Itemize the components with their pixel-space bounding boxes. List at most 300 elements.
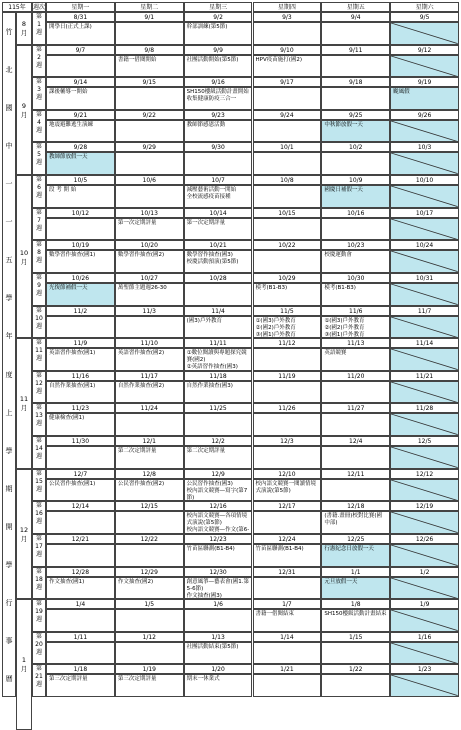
event-text: (國3)戶外教育 xyxy=(186,317,222,324)
header-year: 115年 xyxy=(2,2,32,12)
event-cell xyxy=(390,609,459,632)
date-cell: 11/2 xyxy=(46,306,115,316)
date-cell: 12/26 xyxy=(390,534,459,544)
date-cell: 11/17 xyxy=(115,371,184,381)
date-cell: 1/23 xyxy=(390,664,459,674)
event-cell xyxy=(321,544,390,567)
week-number: 第 4 週 xyxy=(32,110,46,143)
event-cell xyxy=(184,381,253,404)
date-cell: 9/9 xyxy=(184,45,253,55)
event-cell xyxy=(184,152,253,175)
diagonal-slash xyxy=(391,480,458,501)
event-text: 颱風假 xyxy=(393,89,410,96)
school-title-char: 學 xyxy=(5,294,13,303)
diagonal-slash xyxy=(391,251,458,272)
date-cell: 11/11 xyxy=(184,338,253,348)
date-cell: 9/15 xyxy=(115,77,184,87)
header-day: 星期四 xyxy=(253,2,322,12)
event-cell xyxy=(46,381,115,404)
date-cell: 9/3 xyxy=(253,12,322,22)
date-cell: 11/28 xyxy=(390,403,459,413)
event-text: 第一次定期評量 xyxy=(186,219,226,226)
event-cell xyxy=(253,642,322,665)
date-cell: 12/9 xyxy=(184,469,253,479)
event-text: 作文抽查(國2) xyxy=(117,578,154,585)
event-cell xyxy=(184,479,253,502)
school-title-char: 竹 xyxy=(5,28,13,37)
date-cell: 10/1 xyxy=(253,142,322,152)
diagonal-slash xyxy=(391,349,458,370)
school-title-char: 一 xyxy=(5,218,13,227)
date-cell: 9/4 xyxy=(321,12,390,22)
event-cell xyxy=(46,22,115,45)
date-cell: 11/19 xyxy=(253,371,322,381)
diagonal-slash xyxy=(391,317,458,338)
week-number: 第 11 週 xyxy=(32,338,46,371)
event-text: 自然作業抽查(國3) xyxy=(186,382,233,389)
event-text: 英語習作抽查(國1) xyxy=(49,350,96,357)
date-cell: 10/16 xyxy=(321,208,390,218)
date-cell: 10/20 xyxy=(115,240,184,250)
event-cell xyxy=(253,381,322,404)
date-cell: 1/5 xyxy=(115,599,184,609)
event-cell xyxy=(115,381,184,404)
event-cell xyxy=(390,316,459,339)
event-cell xyxy=(390,479,459,502)
month-label: 10 月 xyxy=(16,175,32,338)
event-cell xyxy=(390,218,459,241)
event-cell xyxy=(253,413,322,436)
event-cell xyxy=(184,413,253,436)
week-number: 第 6 週 xyxy=(32,175,46,208)
diagonal-slash xyxy=(391,414,458,435)
date-cell: 12/29 xyxy=(115,567,184,577)
week-number: 第 9 週 xyxy=(32,273,46,306)
event-cell xyxy=(253,55,322,78)
event-text: 開學日(正式上課) xyxy=(49,24,92,30)
event-cell xyxy=(115,283,184,306)
school-title-char: 學 xyxy=(5,446,13,455)
week-number: 第 7 週 xyxy=(32,208,46,241)
event-cell xyxy=(46,413,115,436)
event-cell xyxy=(184,87,253,110)
date-cell: 12/25 xyxy=(321,534,390,544)
event-cell xyxy=(321,22,390,45)
date-cell: 10/14 xyxy=(184,208,253,218)
event-cell xyxy=(253,120,322,143)
event-cell xyxy=(253,479,322,502)
month-label: 8 月 xyxy=(16,12,32,45)
event-cell xyxy=(253,609,322,632)
event-text: 模考(B1-B3) xyxy=(255,284,288,291)
event-cell xyxy=(115,22,184,45)
date-cell: 12/30 xyxy=(184,567,253,577)
date-cell: 1/11 xyxy=(46,632,115,642)
date-cell: 12/1 xyxy=(115,436,184,446)
date-cell: 12/28 xyxy=(46,567,115,577)
event-cell xyxy=(321,218,390,241)
event-cell xyxy=(390,87,459,110)
event-cell xyxy=(46,152,115,175)
event-cell xyxy=(115,218,184,241)
event-cell xyxy=(321,674,390,697)
event-text: 校內語文競賽一閱讀情境式演說(第5節) xyxy=(255,480,317,494)
event-cell xyxy=(46,642,115,665)
diagonal-slash xyxy=(391,284,458,305)
diagonal-slash xyxy=(391,512,458,533)
date-cell: 11/25 xyxy=(184,403,253,413)
event-cell xyxy=(321,283,390,306)
event-text: 校慶運動會 xyxy=(324,252,352,259)
event-cell xyxy=(390,413,459,436)
date-cell: 12/18 xyxy=(321,501,390,511)
event-text: 減壓藝術活動一開始 全校流感疫苗接種 xyxy=(186,187,237,201)
event-text: 地震避難逃生演練 xyxy=(49,121,94,128)
event-text: ①(國3)戶外教育 ②(國2)戶外教育 ③(國1)戶外教育 xyxy=(255,317,296,338)
event-cell xyxy=(321,413,390,436)
date-cell: 1/7 xyxy=(253,599,322,609)
date-cell: 9/5 xyxy=(390,12,459,22)
date-cell: 11/20 xyxy=(321,371,390,381)
event-cell xyxy=(321,87,390,110)
event-cell xyxy=(115,511,184,534)
date-cell: 12/16 xyxy=(184,501,253,511)
event-cell xyxy=(115,479,184,502)
event-cell xyxy=(390,55,459,78)
event-text: 校內語文競賽—各項情境式演說(第5節) 校內語文競賽—作文(第6- xyxy=(186,513,250,534)
diagonal-slash xyxy=(391,675,458,696)
event-text: 數學習作抽查(國1) xyxy=(49,252,96,259)
event-cell xyxy=(390,22,459,45)
event-text: 第三次定期評量 xyxy=(49,676,88,683)
header-day: 星期一 xyxy=(46,2,115,12)
event-cell xyxy=(253,185,322,208)
diagonal-slash xyxy=(391,610,458,631)
school-title-char: 事 xyxy=(5,636,13,645)
event-text: SH150樓級活動計畫開始 收集健康防疫三合一 xyxy=(186,89,249,103)
event-cell xyxy=(321,479,390,502)
date-cell: 12/3 xyxy=(253,436,322,446)
school-title-char: 五 xyxy=(5,256,13,265)
event-text: 竹苗區聯測(B1-B4) xyxy=(186,545,235,552)
event-text: 社團活動開始(第5節) xyxy=(186,56,239,63)
date-cell: 9/19 xyxy=(390,77,459,87)
event-cell xyxy=(184,185,253,208)
week-number: 第 19 週 xyxy=(32,599,46,632)
date-cell: 12/31 xyxy=(253,567,322,577)
event-cell xyxy=(46,120,115,143)
event-cell xyxy=(321,348,390,371)
diagonal-slash xyxy=(391,382,458,403)
event-cell xyxy=(390,348,459,371)
date-cell: 10/15 xyxy=(253,208,322,218)
event-text: 英語習作抽查(國2) xyxy=(117,350,165,357)
date-cell: 10/29 xyxy=(253,273,322,283)
date-cell: 9/28 xyxy=(46,142,115,152)
event-cell xyxy=(390,185,459,208)
event-text: 公民習作抽查(國3) 校內語文競賽—寫字(第7節) xyxy=(186,480,248,501)
event-cell xyxy=(184,120,253,143)
date-cell: 12/2 xyxy=(184,436,253,446)
event-cell xyxy=(321,511,390,534)
date-cell: 10/31 xyxy=(390,273,459,283)
header-day: 星期二 xyxy=(115,2,184,12)
event-text: 模考(B1-B3) xyxy=(324,284,356,291)
event-text: ①(國3)戶外教育 ②(國2)戶外教育 ③(國1)戶外教育 xyxy=(324,317,365,338)
school-title-char: 北 xyxy=(5,66,13,75)
date-cell: 1/15 xyxy=(321,632,390,642)
event-text: 公民習作抽查(國2) xyxy=(117,480,165,487)
header-day: 星期三 xyxy=(184,2,253,12)
date-cell: 11/18 xyxy=(184,371,253,381)
week-number: 第 10 週 xyxy=(32,306,46,339)
event-cell xyxy=(115,577,184,600)
date-cell: 12/22 xyxy=(115,534,184,544)
event-text: ①數位閱讀與專題探究競賽(國2) ②英語習作抽查(國3) xyxy=(186,350,247,371)
school-title-char: 開 xyxy=(5,522,13,531)
event-text: 期末一休業式 xyxy=(186,676,220,683)
week-number: 第 21 週 xyxy=(32,664,46,697)
event-cell xyxy=(184,446,253,469)
event-cell xyxy=(253,316,322,339)
event-cell xyxy=(253,544,322,567)
date-cell: 10/28 xyxy=(184,273,253,283)
event-cell xyxy=(184,642,253,665)
event-cell xyxy=(46,479,115,502)
date-cell: 10/13 xyxy=(115,208,184,218)
event-text: 書籍一借閱開始 xyxy=(117,56,157,63)
diagonal-slash xyxy=(391,643,458,664)
event-cell xyxy=(321,316,390,339)
date-cell: 10/9 xyxy=(321,175,390,185)
date-cell: 12/23 xyxy=(184,534,253,544)
school-title-char: 年 xyxy=(5,332,13,341)
event-cell xyxy=(46,55,115,78)
event-text: 中秋節放假一天 xyxy=(324,121,363,128)
event-cell xyxy=(184,316,253,339)
date-cell: 12/14 xyxy=(46,501,115,511)
event-cell xyxy=(390,544,459,567)
event-text: 教師節感恩活動 xyxy=(186,121,226,128)
date-cell: 12/17 xyxy=(253,501,322,511)
week-number: 第 18 週 xyxy=(32,567,46,600)
event-cell xyxy=(115,152,184,175)
date-cell: 9/14 xyxy=(46,77,115,87)
date-cell: 11/7 xyxy=(390,306,459,316)
date-cell: 12/24 xyxy=(253,534,322,544)
date-cell: 12/15 xyxy=(115,501,184,511)
event-cell xyxy=(46,348,115,371)
event-text: 光復節補假一天 xyxy=(49,284,88,291)
event-cell xyxy=(390,152,459,175)
event-text: 社團活動結束(第5節) xyxy=(186,643,239,650)
event-cell xyxy=(184,22,253,45)
date-cell: 1/16 xyxy=(390,632,459,642)
school-title-char: 上 xyxy=(5,408,13,417)
date-cell: 12/12 xyxy=(390,469,459,479)
event-cell xyxy=(390,674,459,697)
event-cell xyxy=(46,609,115,632)
date-cell: 9/16 xyxy=(184,77,253,87)
date-cell: 11/10 xyxy=(115,338,184,348)
event-cell xyxy=(46,218,115,241)
event-cell xyxy=(184,283,253,306)
date-cell: 10/21 xyxy=(184,240,253,250)
month-label: 9 月 xyxy=(16,45,32,175)
date-cell: 12/21 xyxy=(46,534,115,544)
event-cell xyxy=(46,446,115,469)
date-cell: 9/12 xyxy=(390,45,459,55)
school-title-column xyxy=(2,12,16,697)
event-text: (書籍.畫冊)校對比賽(國中部) xyxy=(324,513,383,527)
date-cell: 10/7 xyxy=(184,175,253,185)
date-cell: 12/19 xyxy=(390,501,459,511)
week-number: 第 13 週 xyxy=(32,403,46,436)
school-title-char: 學 xyxy=(5,560,13,569)
date-cell: 1/22 xyxy=(321,664,390,674)
event-text: 數學習作抽查(國2) xyxy=(117,252,165,259)
school-title-char: 曆 xyxy=(5,674,13,683)
date-cell: 12/10 xyxy=(253,469,322,479)
date-cell: 10/23 xyxy=(321,240,390,250)
diagonal-slash xyxy=(391,219,458,240)
event-cell xyxy=(115,185,184,208)
event-cell xyxy=(115,120,184,143)
event-text: 作文抽查(國1) xyxy=(49,578,85,585)
date-cell: 11/5 xyxy=(253,306,322,316)
date-cell: 9/11 xyxy=(321,45,390,55)
event-cell xyxy=(253,22,322,45)
diagonal-slash xyxy=(391,578,458,599)
date-cell: 11/4 xyxy=(184,306,253,316)
date-cell: 9/18 xyxy=(321,77,390,87)
date-cell: 11/24 xyxy=(115,403,184,413)
date-cell: 1/6 xyxy=(184,599,253,609)
event-cell xyxy=(321,381,390,404)
event-cell xyxy=(253,152,322,175)
event-text: 國慶日補假一天 xyxy=(324,187,363,194)
date-cell: 10/2 xyxy=(321,142,390,152)
event-cell xyxy=(253,446,322,469)
month-label: 12 月 xyxy=(16,469,32,599)
event-cell xyxy=(321,185,390,208)
date-cell: 11/13 xyxy=(321,338,390,348)
event-text: 第二次定期評量 xyxy=(186,448,226,455)
date-cell: 1/4 xyxy=(46,599,115,609)
date-cell: 11/12 xyxy=(253,338,322,348)
date-cell: 9/24 xyxy=(253,110,322,120)
event-cell xyxy=(390,283,459,306)
school-title-char: 一 xyxy=(5,180,13,189)
date-cell: 12/4 xyxy=(321,436,390,446)
event-text: 教師節放假一天 xyxy=(49,154,88,161)
event-cell xyxy=(390,642,459,665)
event-cell xyxy=(115,609,184,632)
date-cell: 11/6 xyxy=(321,306,390,316)
date-cell: 12/8 xyxy=(115,469,184,479)
date-cell: 9/25 xyxy=(321,110,390,120)
event-cell xyxy=(46,316,115,339)
date-cell: 1/12 xyxy=(115,632,184,642)
week-number: 第 15 週 xyxy=(32,469,46,502)
week-number: 第 20 週 xyxy=(32,632,46,665)
event-cell xyxy=(115,87,184,110)
header-day: 星期六 xyxy=(390,2,459,12)
event-cell xyxy=(115,674,184,697)
event-cell xyxy=(390,511,459,534)
school-title-char: 行 xyxy=(5,598,13,607)
event-cell xyxy=(321,577,390,600)
diagonal-slash xyxy=(391,186,458,207)
event-cell xyxy=(321,446,390,469)
date-cell: 11/27 xyxy=(321,403,390,413)
event-cell xyxy=(115,316,184,339)
date-cell: 10/27 xyxy=(115,273,184,283)
event-cell xyxy=(390,120,459,143)
week-number: 第 17 週 xyxy=(32,534,46,567)
event-cell xyxy=(184,577,253,600)
date-cell: 9/1 xyxy=(115,12,184,22)
event-cell xyxy=(321,120,390,143)
event-cell xyxy=(253,674,322,697)
event-cell xyxy=(253,577,322,600)
event-cell xyxy=(115,446,184,469)
event-cell xyxy=(115,642,184,665)
date-cell: 1/8 xyxy=(321,599,390,609)
date-cell: 10/6 xyxy=(115,175,184,185)
week-number: 第 1 週 xyxy=(32,12,46,45)
event-cell xyxy=(253,87,322,110)
date-cell: 11/23 xyxy=(46,403,115,413)
week-number: 第 5 週 xyxy=(32,142,46,175)
date-cell: 12/11 xyxy=(321,469,390,479)
week-number: 第 3 週 xyxy=(32,77,46,110)
date-cell: 9/2 xyxy=(184,12,253,22)
date-cell: 9/17 xyxy=(253,77,322,87)
event-cell xyxy=(115,55,184,78)
date-cell: 10/8 xyxy=(253,175,322,185)
event-cell xyxy=(253,511,322,534)
date-cell: 11/26 xyxy=(253,403,322,413)
event-cell xyxy=(115,544,184,567)
event-cell xyxy=(253,250,322,273)
event-cell xyxy=(184,55,253,78)
date-cell: 9/30 xyxy=(184,142,253,152)
event-cell xyxy=(321,642,390,665)
calendar-table xyxy=(2,2,459,697)
event-cell xyxy=(390,381,459,404)
date-cell: 10/30 xyxy=(321,273,390,283)
school-title-char: 期 xyxy=(5,484,13,493)
event-cell xyxy=(321,152,390,175)
date-cell: 10/10 xyxy=(390,175,459,185)
date-cell: 10/3 xyxy=(390,142,459,152)
event-cell xyxy=(115,250,184,273)
month-label: 1 月 xyxy=(16,599,32,729)
date-cell: 11/21 xyxy=(390,371,459,381)
week-number: 第 8 週 xyxy=(32,240,46,273)
event-cell xyxy=(46,283,115,306)
event-cell xyxy=(184,348,253,371)
week-number: 第 14 週 xyxy=(32,436,46,469)
date-cell: 9/23 xyxy=(184,110,253,120)
date-cell: 1/20 xyxy=(184,664,253,674)
event-cell xyxy=(390,250,459,273)
date-cell: 12/5 xyxy=(390,436,459,446)
date-cell: 9/7 xyxy=(46,45,115,55)
event-text: HPV疫苗施打(國2) xyxy=(255,56,303,63)
date-cell: 11/30 xyxy=(46,436,115,446)
